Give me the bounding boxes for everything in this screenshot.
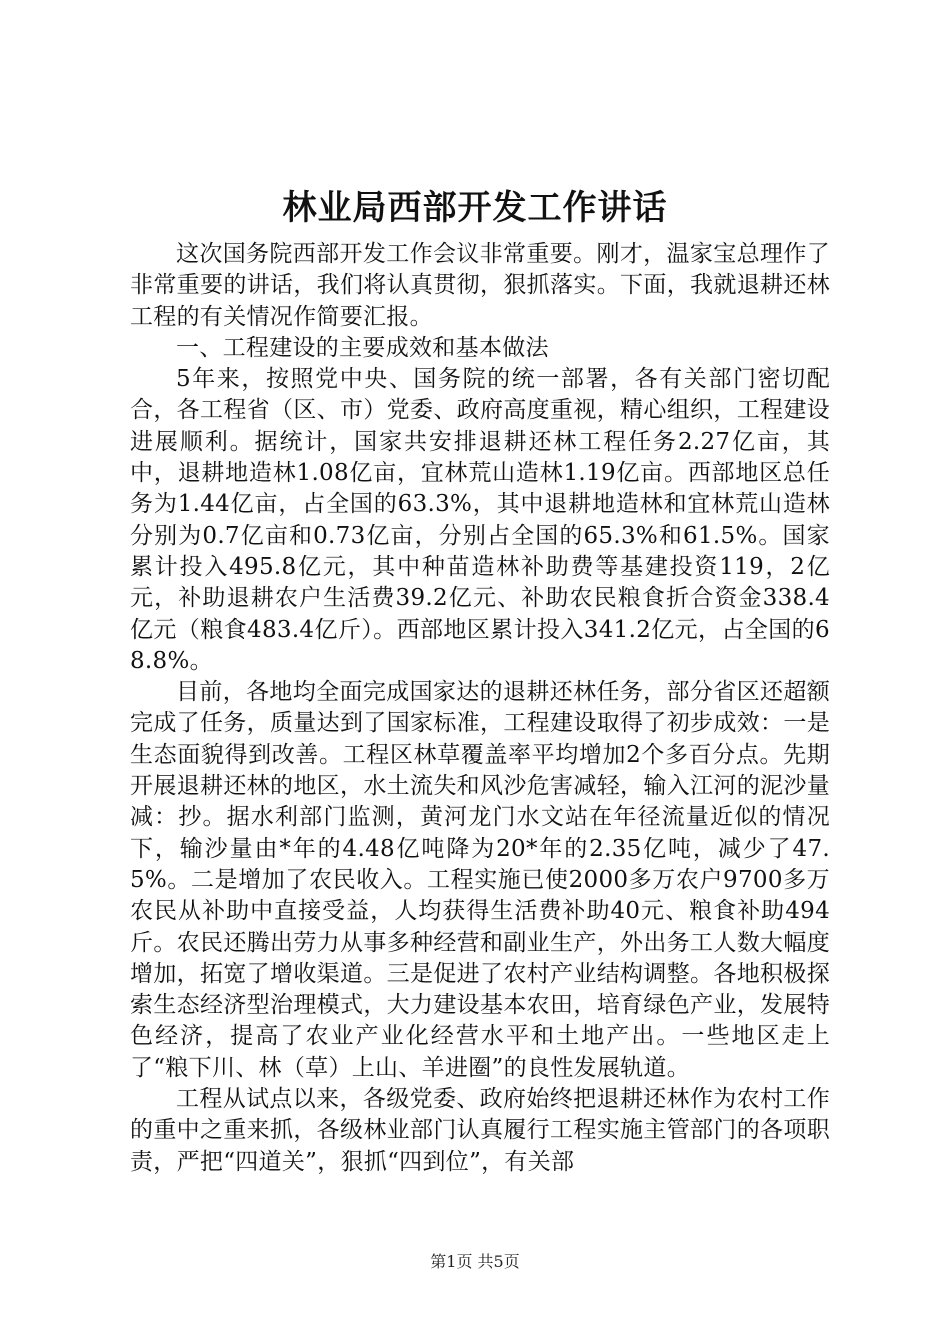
document-title: 林业局西部开发工作讲话	[282, 188, 668, 228]
page-number-footer: 第1页 共5页	[430, 1252, 520, 1271]
paragraph-achievements: 目前，各地均全面完成国家达的退耕还林任务，部分省区还超额完成了任务，质量达到了国家标准，工程建设取得了初步成效：一是生态面貌得到改善。工程区林草覆盖率平均增加2个多百分点。先期开展退耕还林的地区，水土流失和风沙危害减轻，输入江河的泥沙量减：抄。据水利部门监测，黄河龙门水文站在年径流量近似的情况下，输沙量由*年的4.48亿吨降为20*年的2.35亿吨，减少了47.5%。二是增加了农民收入。工程实施已使2000多万农户9700多万农民从补助中直接受益，人均获得生活费补助40元、粮食补助494斤。农民还腾出劳力从事多种经营和副业生产，外出务工人数大幅度增加，拓宽了增收渠道。三是促进了农村产业结构调整。各地积极探索生态经济型治理模式，大力建设基本农田，培育绿色产业，发展特色经济，提高了农业产业化经营水平和土地产出。一些地区走上了“粮下川、林（草）上山、羊进圈”的良性发展轨道。	[130, 679, 830, 1081]
paragraph-measures: 工程从试点以来，各级党委、政府始终把退耕还林作为农村工作的重中之重来抓，各级林业部门认真履行工程实施主管部门的各项职责，严把“四道关”，狠抓“四到位”，有关部	[130, 1086, 830, 1175]
section-heading: 一、工程建设的主要成效和基本做法	[176, 334, 549, 361]
document-body	[130, 239, 830, 1178]
paragraph-intro: 这次国务院西部开发工作会议非常重要。刚才，温家宝总理作了非常重要的讲话，我们将认真贯彻，狠抓落实。下面，我就退耕还林工程的有关情况作简要汇报。	[130, 241, 830, 330]
paragraph-statistics: 5年来，按照党中央、国务院的统一部署，各有关部门密切配合，各工程省（区、市）党委、政府高度重视，精心组织，工程建设进展顺利。据统计，国家共安排退耕还林工程任务2.27亿亩，其中，退耕地造林1.08亿亩，宜林荒山造林1.19亿亩。西部地区总任务为1.44亿亩，占全国的63.3%，其中退耕地造林和宜林荒山造林分别为0.7亿亩和0.73亿亩，分别占全国的65.3%和61.5%。国家累计投入495.8亿元，其中种苗造林补助费等基建投资119，2亿元，补助退耕农户生活费39.2亿元、补助农民粮食折合资金338.4亿元（粮食483.4亿斤）。西部地区累计投入341.2亿元，占全国的68.8%。	[130, 366, 830, 674]
